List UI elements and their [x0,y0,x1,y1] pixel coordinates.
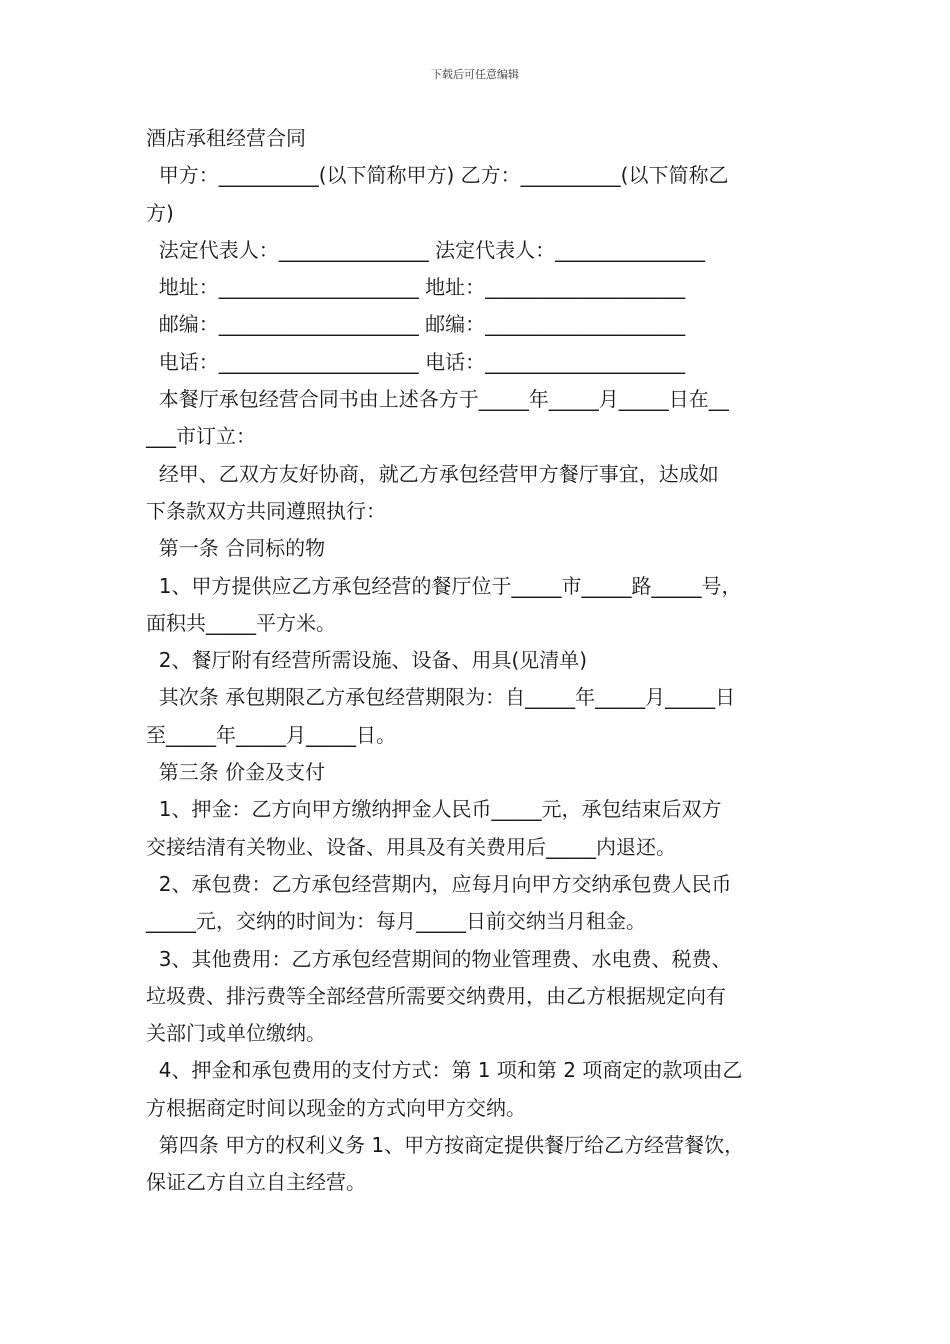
text-line: 其次条 承包期限乙方承包经营期限为：自_____年_____月_____日 [146,685,736,710]
text-line: 4、押金和承包费用的支付方式：第 1 项和第 2 项商定的款项由乙 [146,1058,743,1083]
text-line: 第四条 甲方的权利义务 1、甲方按商定提供餐厅给乙方经营餐饮， [146,1133,745,1158]
text-line: 本餐厅承包经营合同书由上述各方于_____年_____月_____日在__ [146,387,729,412]
text-line: 第一条 合同标的物 [146,536,326,561]
text-line: 法定代表人：_______________ 法定代表人：_______________ [146,237,706,262]
text-line: 下条款双方共同遵照执行： [146,498,386,523]
text-line: 方) [146,200,174,225]
text-line: 邮编：____________________ 邮编：____________________ [146,312,686,337]
text-line: 保证乙方自立自主经营。 [146,1170,366,1195]
text-line: 垃圾费、排污费等全部经营所需要交纳费用，由乙方根据规定向有 [146,983,726,1008]
text-line: 第三条 价金及支付 [146,760,326,785]
text-line: 1、押金：乙方向甲方缴纳押金人民币_____元，承包结束后双方 [146,797,722,822]
header-note: 下载后可任意编辑 [431,68,519,81]
contract-body [146,120,816,1202]
text-line: _____元，交纳的时间为：每月_____日前交纳当月租金。 [146,909,646,934]
text-line: 甲方：__________(以下简称甲方) 乙方：__________(以下简称乙 [146,163,729,188]
text-line: 至_____年_____月_____日。 [146,722,396,747]
text-line: 3、其他费用：乙方承包经营期间的物业管理费、水电费、税费、 [146,946,732,971]
text-line: ___市订立： [146,424,256,449]
text-line: 地址：____________________ 地址：____________________ [146,275,686,300]
text-line: 电话：____________________ 电话：____________________ [146,349,686,374]
text-line: 方根据商定时间以现金的方式向甲方交纳。 [146,1095,526,1120]
text-line: 面积共_____平方米。 [146,610,336,635]
text-line: 关部门或单位缴纳。 [146,1021,326,1046]
text-line: 2、承包费：乙方承包经营期内，应每月向甲方交纳承包费人民币 [146,871,732,896]
text-line: 交接结清有关物业、设备、用具及有关费用后_____内退还。 [146,834,676,859]
text-line: 2、餐厅附有经营所需设施、设备、用具(见清单) [146,648,588,673]
text-line: 经甲、乙双方友好协商，就乙方承包经营甲方餐厅事宜，达成如 [146,461,719,486]
text-line: 1、甲方提供应乙方承包经营的餐厅位于_____市_____路_____号， [146,573,742,598]
contract-title: 酒店承租经营合同 [146,126,306,150]
